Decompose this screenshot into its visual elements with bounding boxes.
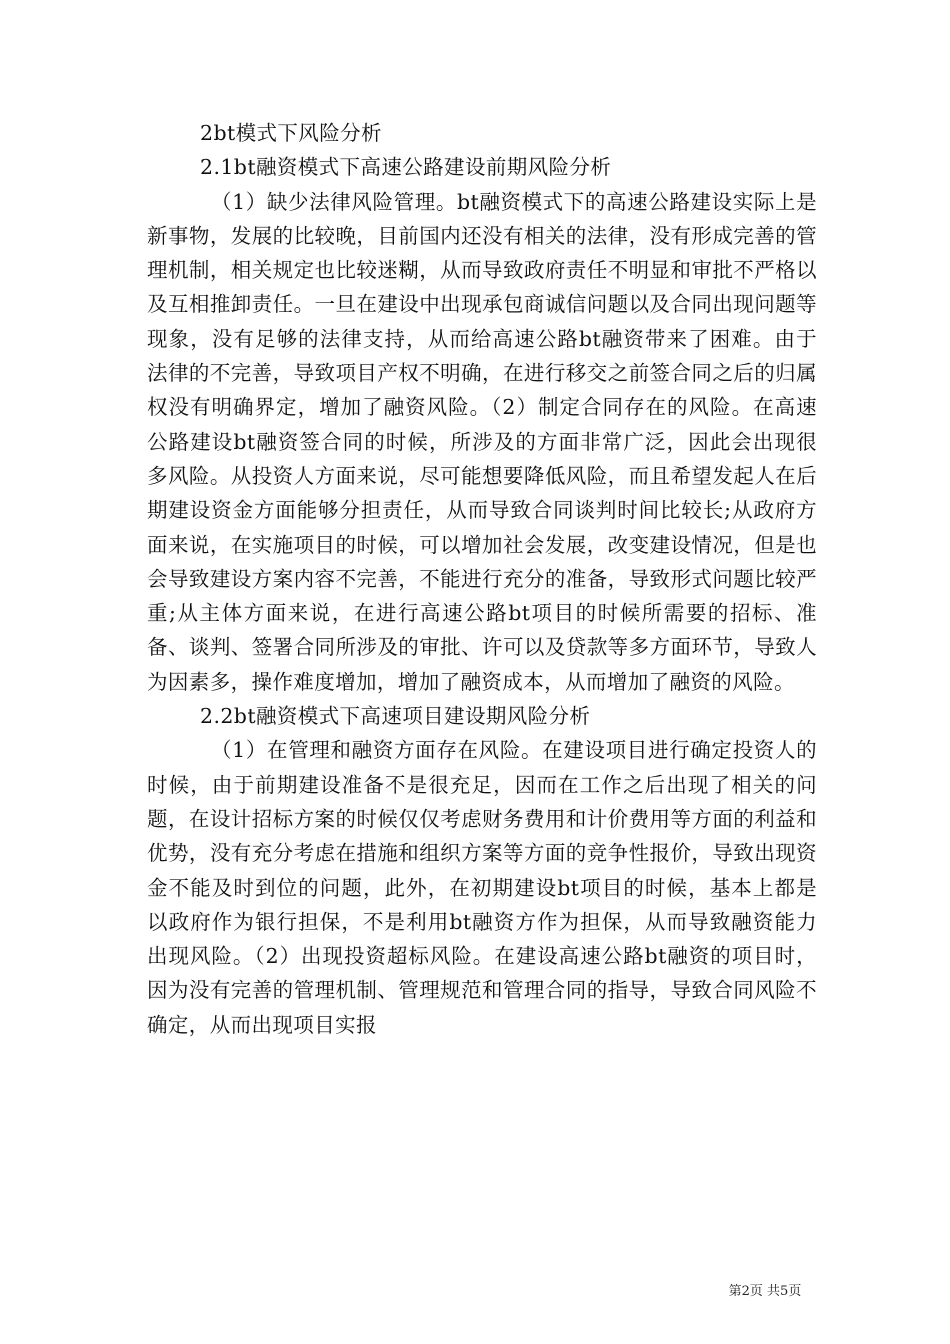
paragraph-2-2: （1）在管理和融资方面存在风险。在建设项目进行确定投资人的时候，由于前期建设准备不是很充足，因而在工作之后出现了相关的问题，在设计招标方案的时候仅仅考虑财务费用和计价费用等方面的利益和优势，没有充分考虑在措施和组织方案等方面的竞争性报价，导致出现资金不能及时到位的问题，此外，在初期建设bt项目的时候，基本上都是以政府作为银行担保，不是利用bt融资方作为担保，从而导致融资能力出现风险。（2）出现投资超标风险。在建设高速公路bt融资的项目时，因为没有完善的管理机制、管理规范和管理合同的指导，导致合同风险不确定，从而出现项目实报 xyxy=(147,738,817,1037)
paragraph-2-1: （1）缺少法律风险管理。bt融资模式下的高速公路建设实际上是新事物，发展的比较晚，目前国内还没有相关的法律，没有形成完善的管理机制，相关规定也比较迷糊，从而导致政府责任不明显和审批不严格以及互相推卸责任。一旦在建设中出现承包商诚信问题以及合同出现问题等现象，没有足够的法律支持，从而给高速公路bt融资带来了困难。由于法律的不完善，导致项目产权不明确，在进行移交之前签合同之后的归属权没有明确界定，增加了融资风险。（2）制定合同存在的风险。在高速公路建设bt融资签合同的时候，所涉及的方面非常广泛，因此会出现很多风险。从投资人方面来说，尽可能想要降低风险，而且希望发起人在后期建设资金方面能够分担责任，从而导致合同谈判时间比较长;从政府方面来说，在实施项目的时候，可以增加社会发展，改变建设情况，但是也会导致建设方案内容不完善，不能进行充分的准备，导致形式问题比较严重;从主体方面来说，在进行高速公路bt项目的时候所需要的招标、准备、谈判、签署合同所涉及的审批、许可以及贷款等多方面环节，导致人为因素多，操作难度增加，增加了融资成本，从而增加了融资的风险。 xyxy=(147,189,817,694)
section-heading-2-2: 2.2bt融资模式下高速项目建设期风险分析 xyxy=(200,704,591,729)
page-number-footer: 第2页 共5页 xyxy=(728,1284,802,1299)
document-body xyxy=(147,116,817,1042)
section-heading-2-1: 2.1bt融资模式下高速公路建设前期风险分析 xyxy=(200,155,612,180)
section-heading-2: 2bt模式下风险分析 xyxy=(200,121,382,145)
